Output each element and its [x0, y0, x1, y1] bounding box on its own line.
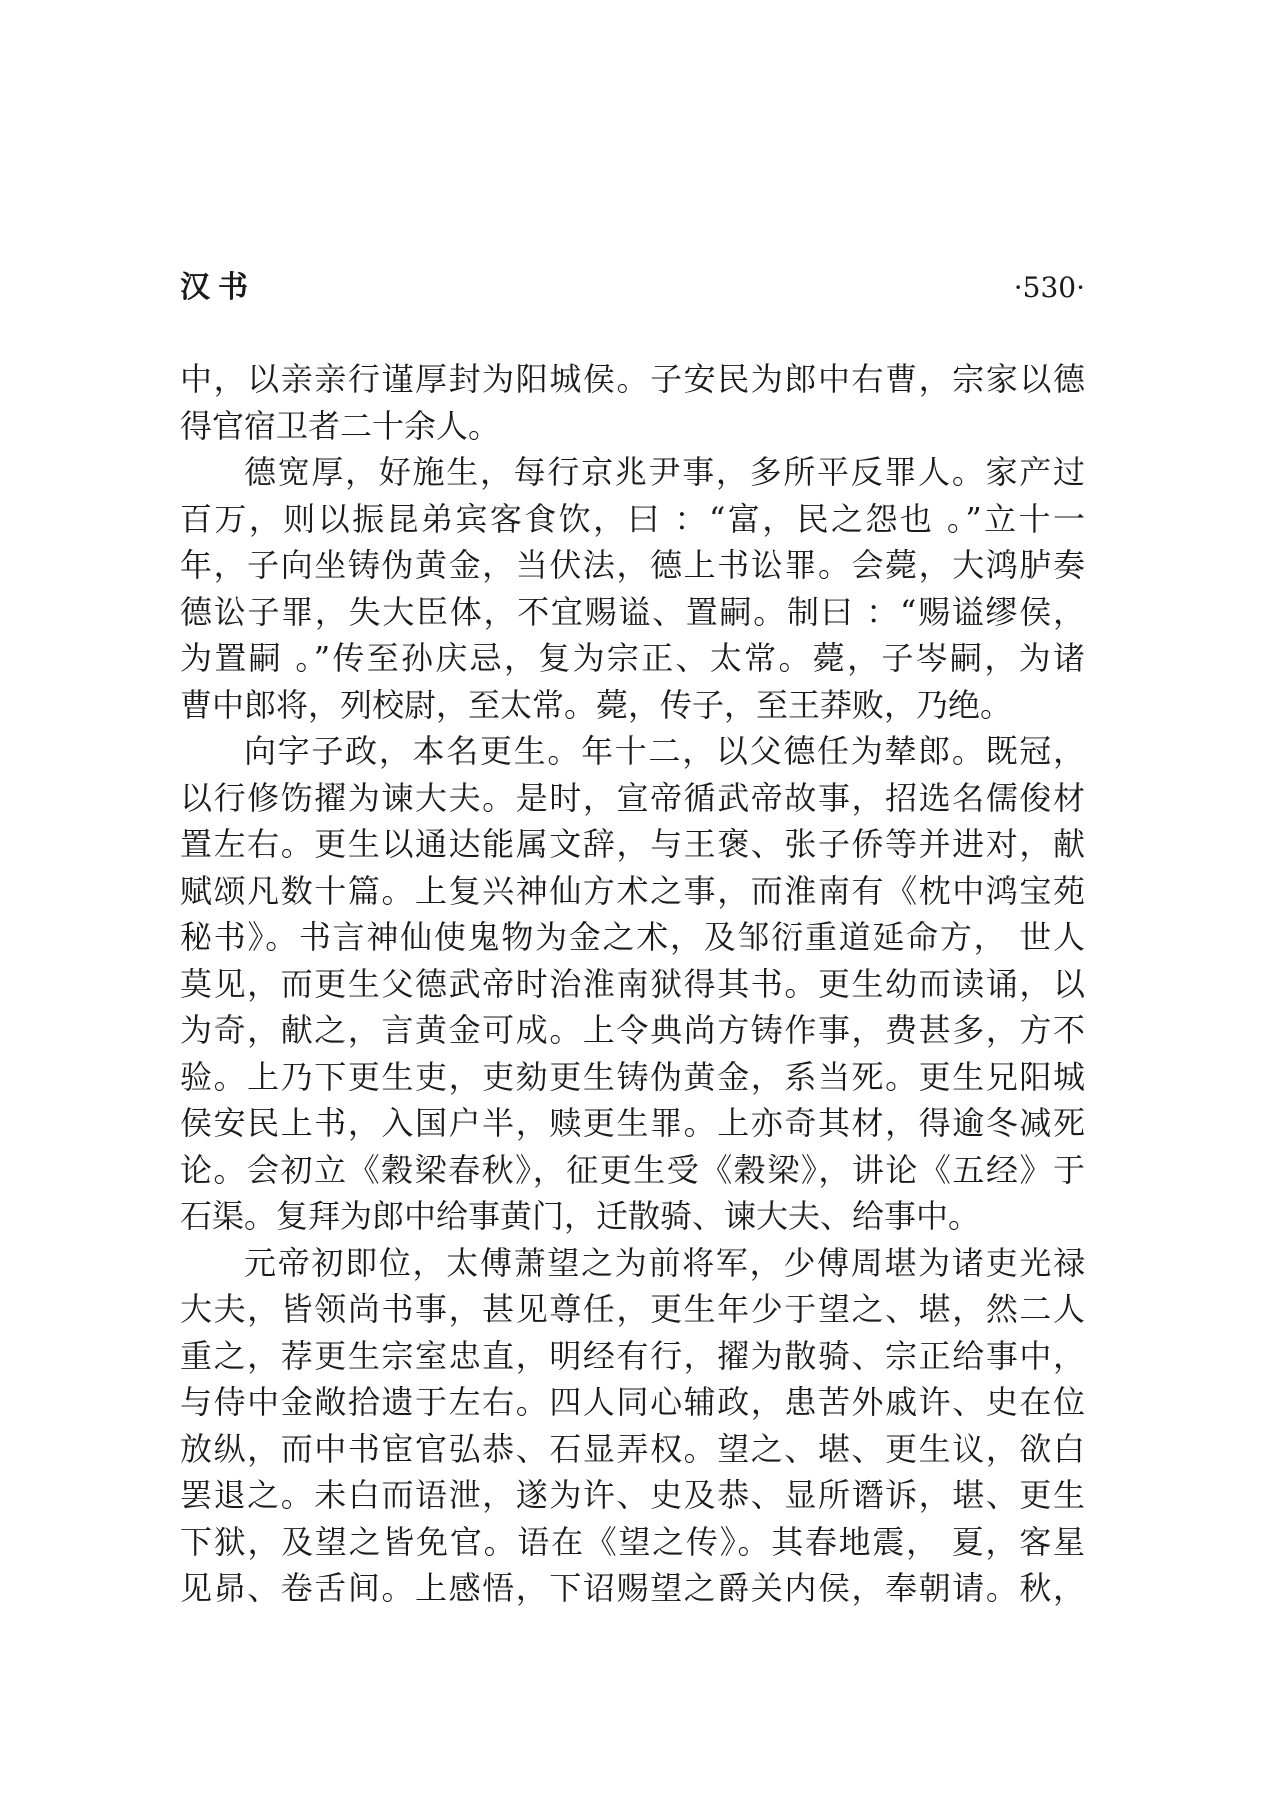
text-line: 重之，荐更生宗室忠直，明经有行，擢为散骑、宗正给事中， [180, 1336, 1085, 1375]
paragraph-first-line: 向字子政，本名更生。年十二，以父德任为辇郎。既冠， [244, 732, 1085, 770]
text-line: 石渠。复拜为郎中给事黄门，迁散骑、谏大夫、给事中。 [180, 1197, 981, 1235]
text-line: 曹中郎将，列校尉，至太常。薨，传子，至王莽败，乃绝。 [180, 685, 1013, 724]
text-line: 赋颂凡数十篇。上复兴神仙方术之事，而淮南有《枕中鸿宝苑 [180, 871, 1085, 910]
body-text [180, 356, 1085, 1612]
paragraph-first-line: 元帝初即位，太傅萧望之为前将军，少傅周堪为诸吏光禄 [244, 1243, 1085, 1282]
text-line: 以行修饬擢为谏大夫。是时，宣帝循武帝故事，招选名儒俊材 [180, 778, 1085, 817]
text-line: 秘书》。书言神仙使鬼物为金之术，及邹衍重道延命方， 世人 [180, 918, 1085, 956]
text-line: 莫见，而更生父德武帝时治淮南狱得其书。更生幼而读诵，以 [180, 964, 1085, 1003]
text-line: 与侍中金敞拾遗于左右。四人同心辅政，患苦外戚许、史在位 [180, 1383, 1085, 1421]
text-line: 下狱，及望之皆免官。语在《望之传》。其春地震， 夏，客星 [180, 1522, 1085, 1561]
book-title: 汉书 [180, 270, 256, 305]
text-line: 中，以亲亲行谨厚封为阳城侯。子安民为郎中右曹，宗家以德 [180, 360, 1085, 398]
running-header [180, 268, 1085, 308]
text-line: 年，子向坐铸伪黄金，当伏法，德上书讼罪。会薨，大鸿胪奏 [180, 546, 1085, 584]
text-line: 德讼子罪，失大臣体，不宜赐谥、置嗣。制曰 ：“赐谥缪侯， [180, 592, 1085, 631]
text-line: 为置嗣 。”传至孙庆忌，复为宗正、太常。薨，子岑嗣，为诸 [180, 639, 1085, 677]
text-line: 见昴、卷舌间。上感悟，下诏赐望之爵关内侯，奉朝请。秋， [180, 1569, 1085, 1607]
text-line: 为奇，献之，言黄金可成。上令典尚方铸作事，费甚多，方不 [180, 1011, 1085, 1049]
text-line: 百万，则以振昆弟宾客食饮，曰 ：“富，民之怨也 。”立十一 [180, 499, 1085, 538]
page-number: ·530· [1013, 271, 1085, 304]
text-line: 验。上乃下更生吏，吏劾更生铸伪黄金，系当死。更生兄阳城 [180, 1057, 1085, 1096]
text-line: 侯安民上书，入国户半，赎更生罪。上亦奇其材，得逾冬减死 [180, 1104, 1085, 1142]
text-line: 放纵，而中书宦官弘恭、石显弄权。望之、堪、更生议，欲白 [180, 1429, 1085, 1468]
text-line: 大夫，皆领尚书事，甚见尊任，更生年少于望之、堪，然二人 [180, 1290, 1085, 1328]
text-line: 置左右。更生以通达能属文辞，与王褒、张子侨等并进对，献 [180, 825, 1085, 863]
text-line: 论。会初立《穀梁春秋》，征更生受《穀梁》，讲论《五经》于 [180, 1150, 1085, 1189]
text-line: 得官宿卫者二十余人。 [180, 406, 501, 445]
paragraph-first-line: 德宽厚，好施生，每行京兆尹事，多所平反罪人。家产过 [244, 453, 1085, 491]
text-line: 罢退之。未白而语泄，遂为许、史及恭、显所谮诉，堪、更生 [180, 1476, 1085, 1514]
